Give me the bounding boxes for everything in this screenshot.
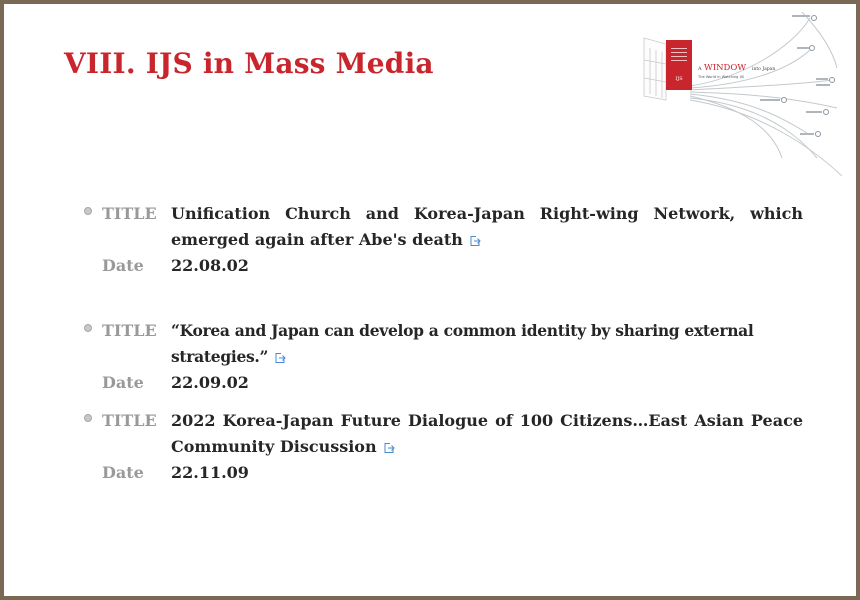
bullet-icon [82,408,102,422]
title-label: TITLE [102,204,157,223]
ijs-red-book [666,40,692,90]
external-link-icon[interactable] [274,352,286,364]
entry-title[interactable] [171,201,803,253]
entry-date: 22.11.09 [171,463,249,482]
date-label: Date [102,373,144,392]
title-label: TITLE [102,321,157,340]
svg-text:into Japan: into Japan [752,67,776,72]
svg-text:WINDOW: WINDOW [704,63,747,73]
external-link-icon[interactable] [383,442,395,454]
date-label: Date [102,256,144,275]
svg-text:A: A [698,66,702,72]
entry-title-text: 2022 Korea-Japan Future Dialogue of 100 Citizens…East Asian Peace Community Discussion [171,411,803,456]
bullet-icon [82,318,102,332]
page-title: VIII. IJS in Mass Media [64,47,434,80]
external-link-icon[interactable] [469,235,481,247]
media-entry [82,201,842,279]
date-label: Date [102,463,144,482]
media-entry [82,408,842,486]
entry-title[interactable] [171,318,831,370]
svg-text:The World in Watching IJS: The World in Watching IJS [698,75,744,79]
ijs-window-logo [642,8,842,178]
entry-title-text: “Korea and Japan can develop a common identity by sharing external strategies.” [171,321,754,366]
svg-text:IJS: IJS [675,76,683,82]
title-label: TITLE [102,411,157,430]
entry-date: 22.08.02 [171,256,249,275]
entry-date: 22.09.02 [171,373,249,392]
bullet-icon [82,201,102,215]
media-entry [82,318,842,396]
entry-title[interactable] [171,408,803,460]
entry-title-text: Unification Church and Korea-Japan Right-wing Network, which emerged again after Abe's death [171,204,803,249]
